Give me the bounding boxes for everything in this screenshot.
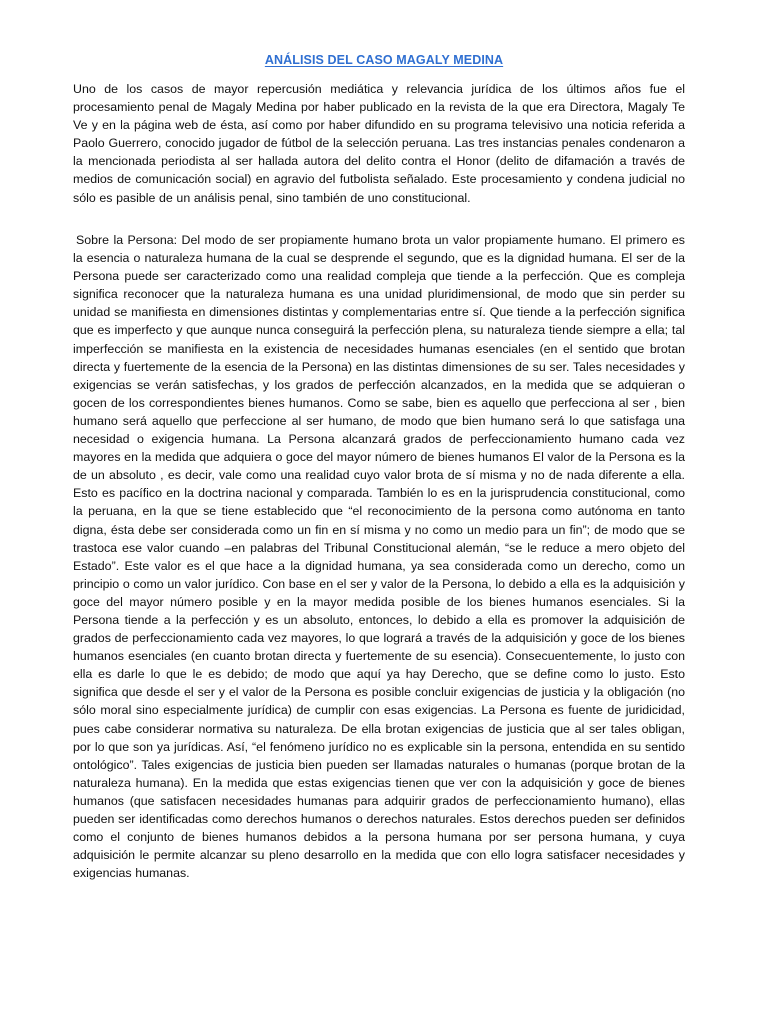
document-title: ANÁLISIS DEL CASO MAGALY MEDINA xyxy=(264,53,504,67)
paragraph-sobre-la-persona: Sobre la Persona: Del modo de ser propiamente humano brota un valor propiamente humano. El primero es la esencia o naturaleza humana de la cual se desprende el segundo, que es la dignidad humana. El ser de la Persona puede ser caracterizado como una realidad compleja que tiende a la perfección. Que es compleja significa reconocer que la naturaleza humana es una unidad pluridimensional, de modo que sin perder su unidad se manifiesta en dimensiones distintas y complementarias entre sí. Que tiende a la perfección significa que es imperfecto y que aunque nunca conseguirá la perfección plena, su naturaleza tiende siempre a ella; tal imperfección se manifiesta en la existencia de necesidades humanas esenciales (en el sentido que brotan directa y fuertemente de la esencia de la Persona) en las distintas dimensiones de su ser. Tales necesidades y exigencias se verán satisfechas, y los grados de perfección alcanzados, en la medida que se adquieran o gocen de los correspondientes bienes humanos. Como se sabe, bien es aquello que perfecciona al ser , bien humano será aquello que perfeccione al ser humano, de modo que bien humano será lo que satisfaga una necesidad o exigencia humana. La Persona alcanzará grados de perfeccionamiento humano cada vez mayores en la medida que adquiera o goce del mayor número de bienes humanos El valor de la Persona es la de un absoluto , es decir, vale como una realidad cuyo valor brota de sí misma y no de nada diferente a ella. Esto es pacífico en la doctrina nacional y comparada. También lo es en la jurisprudencia constitucional, como la peruana, en la que se tiene establecido que “el reconocimiento de la persona como autónoma en tanto digna, ésta debe ser considerada como un fin en sí misma y no como un medio para un fin”; de modo que se trastoca ese valor cuando –en palabras del Tribunal Constitucional alemán, “se le reduce a mero objeto del Estado”. Este valor es el que hace a la dignidad humana, ya sea considerada como un derecho, como un principio o como un valor jurídico. Con base en el ser y valor de la Persona, lo debido a ella es la adquisición y goce del mayor número posible y en la mayor medida posible de los bienes humanos esenciales. Si la Persona tiende a la perfección y es un absoluto, entonces, lo debido a ella es promover la adquisición de grados de perfeccionamiento cada vez mayores, lo que logrará a través de la adquisición y goce de los bienes humanos esenciales (en cuanto brotan directa y fuertemente de su esencia). Consecuentemente, lo justo con ella es darle lo que le es debido; de modo que aquí ya hay Derecho, que se define como lo justo. Esto significa que desde el ser y el valor de la Persona es posible concluir exigencias de justicia y la obligación (no sólo moral sino especialmente jurídica) de cumplir con esas exigencias. La Persona es fuente de juridicidad, pues cabe considerar normativa su naturaleza. De ella brotan exigencias de justicia que al ser tales obligan, por lo que son ya jurídicas. Así, “el fenómeno jurídico no es explicable sin la persona, entendida en su sentido ontológico”. Tales exigencias de justicia bien pueden ser llamadas naturales o humanas (porque brotan de la naturaleza humana). En la medida que estas exigencias tienen que ver con la adquisición y goce de bienes humanos (que satisfacen necesidades humanas para adquirir grados de perfeccionamiento humano), ellas pueden ser identificadas como derechos humanos o derechos naturales. Estos derechos pueden ser definidos como el conjunto de bienes humanos debidos a la persona humana por ser persona humana, y cuya adquisición le permite alcanzar su pleno desarrollo en la medida que con ello logra satisfacer necesidades y exigencias humanas. xyxy=(73,233,685,881)
paragraph-intro: Uno de los casos de mayor repercusión mediática y relevancia jurídica de los últimos años fue el procesamiento penal de Magaly Medina por haber publicado en la revista de la que era Directora, Magaly Te Ve y en la página web de ésta, así como por haber difundido en su programa televisivo una noticia referida a Paolo Guerrero, conocido jugador de fútbol de la selección peruana. Las tres instancias penales condenaron a la mencionada periodista al ser hallada autora del delito contra el Honor (delito de difamación a través de medios de comunicación social) en agravio del futbolista señalado. Este procesamiento y condena judicial no sólo es pasible de un análisis penal, sino también de uno constitucional. xyxy=(73,82,685,205)
